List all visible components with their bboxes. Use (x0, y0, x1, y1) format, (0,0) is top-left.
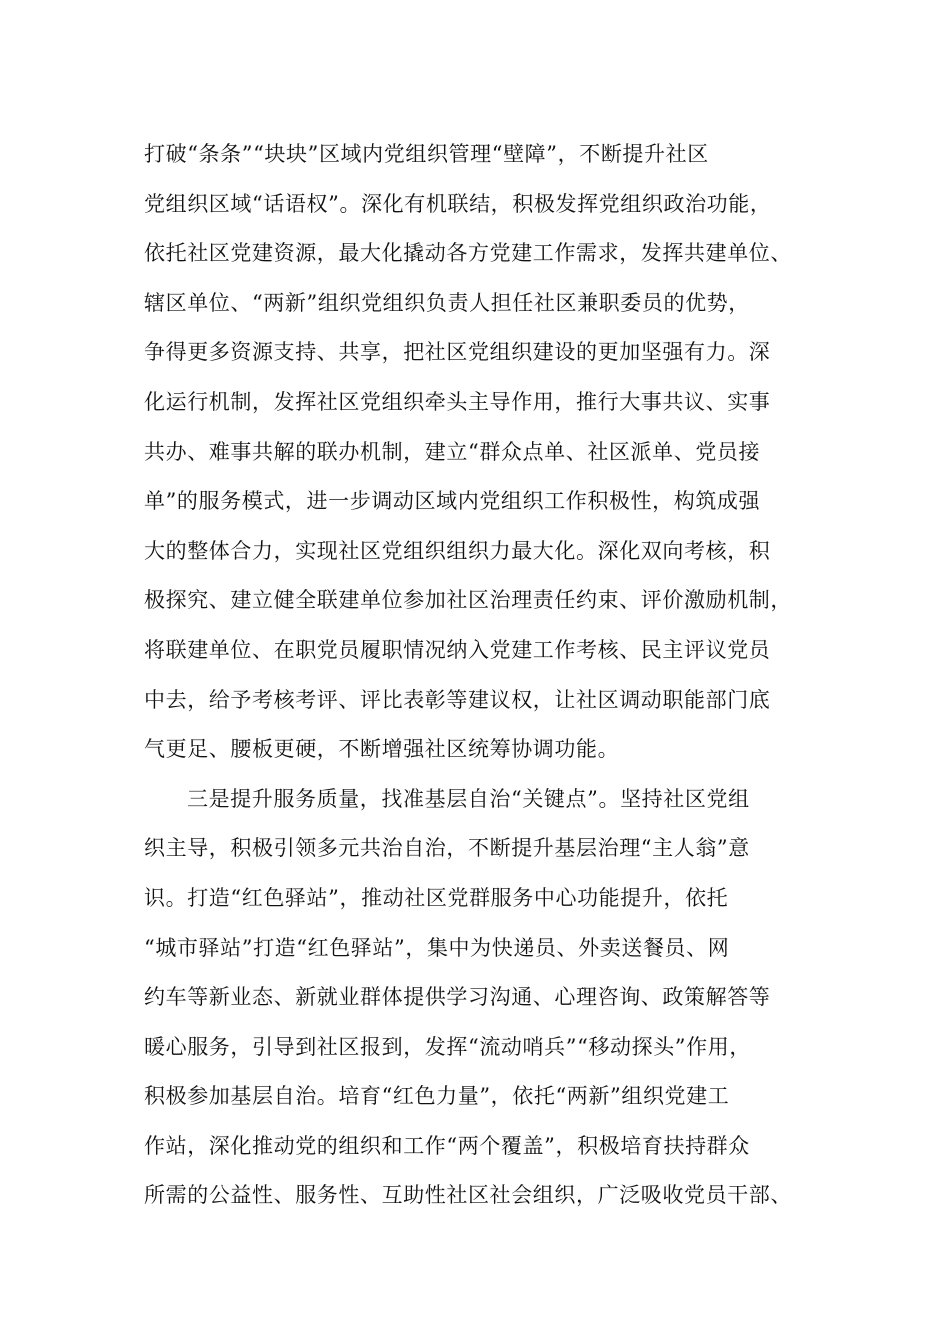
text-line: 共办、难事共解的联办机制，建立“群众点单、社区派单、党员接 (144, 439, 761, 464)
text-line: 打破“条条”“块块”区域内党组织管理“壁障”，不断提升社区 (144, 142, 709, 166)
text-line: 极探究、建立健全联建单位参加社区治理责任约束、评价激励机制， (144, 588, 792, 613)
text-line: 辖区单位、“两新”组织党组织负责人担任社区兼职委员的优势， (144, 290, 750, 315)
text-line: 暖心服务，引导到社区报到，发挥“流动哨兵”“移动探头”作用， (144, 1034, 751, 1059)
text-line: 识。打造“红色驿站”，推动社区党群服务中心功能提升，依托 (144, 885, 729, 910)
text-line: 依托社区党建资源，最大化撬动各方党建工作需求，发挥共建单位、 (144, 241, 792, 266)
text-line: 党组织区域“话语权”。深化有机联结，积极发挥党组织政治功能， (144, 191, 772, 216)
text-line: 所需的公益性、服务性、互助性社区社会组织，广泛吸收党员干部、 (144, 1183, 792, 1208)
paragraph-first-line: 三是提升服务质量，找准基层自治“关键点”。坚持社区党组 (187, 786, 750, 811)
text-line: 积极参加基层自治。培育“红色力量”，依托“两新”组织党建工 (144, 1084, 730, 1109)
text-line: “城市驿站”打造“红色驿站”，集中为快递员、外卖送餐员、网 (144, 935, 730, 960)
body-text (144, 130, 834, 1221)
text-line: 大的整体合力，实现社区党组织组织力最大化。深化双向考核，积 (144, 538, 771, 563)
text-line: 单”的服务模式，进一步调动区域内党组织工作积极性，构筑成强 (144, 489, 761, 514)
text-line: 约车等新业态、新就业群体提供学习沟通、心理咨询、政策解答等 (144, 985, 771, 1010)
text-line: 争得更多资源支持、共享，把社区党组织建设的更加坚强有力。深 (144, 340, 771, 365)
text-line: 织主导，积极引领多元共治自治，不断提升基层治理“主人翁”意 (144, 836, 750, 861)
text-line: 作站，深化推动党的组织和工作“两个覆盖”，积极培育扶持群众 (144, 1133, 750, 1158)
text-line: 将联建单位、在职党员履职情况纳入党建工作考核、民主评议党员 (144, 637, 771, 662)
text-line: 气更足、腰板更硬，不断增强社区统筹协调功能。 (144, 737, 620, 762)
text-line: 中去，给予考核考评、评比表彰等建议权，让社区调动职能部门底 (144, 687, 771, 712)
text-line: 化运行机制，发挥社区党组织牵头主导作用，推行大事共议、实事 (144, 389, 771, 414)
